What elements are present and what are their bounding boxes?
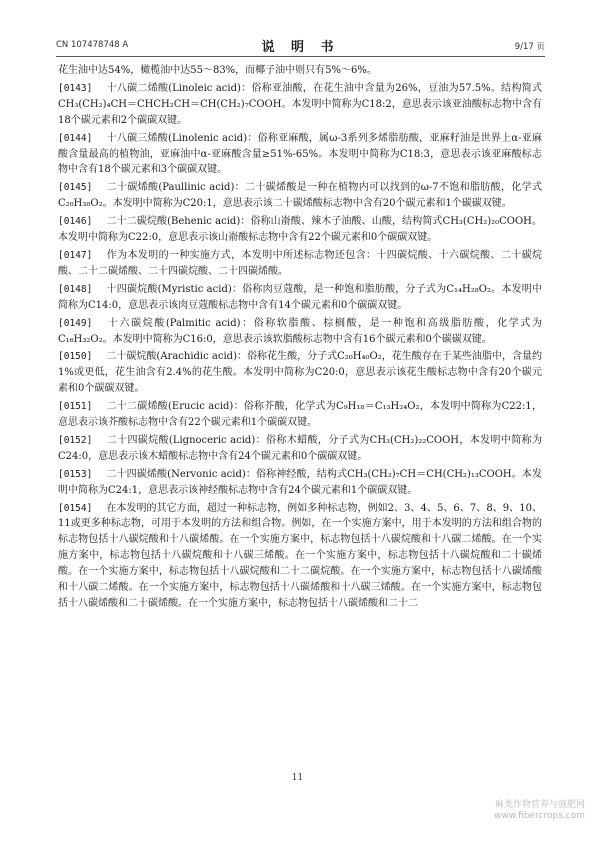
paragraph [58, 131, 542, 179]
paragraph [58, 316, 542, 348]
watermark [494, 800, 585, 822]
paragraph-number: [0143] [58, 82, 93, 94]
paragraph-number: [0149] [58, 317, 93, 329]
paragraph [58, 501, 542, 612]
paragraph-number: [0152] [58, 434, 93, 446]
paragraph [58, 467, 542, 499]
page-number: 11 [291, 773, 304, 783]
paragraph [58, 248, 542, 280]
paragraph-number: [0150] [58, 351, 93, 363]
paragraph-text: 十八碳二烯酸(Linoleic acid)：俗称亚油酸，在花生油中含量为26%，豆油为57.5%。结构简式CH₃(CH₂)₄CH＝CHCH₂CH＝CH(CH₂)₇COOH。本发明中简称为C18:2，意思表示该亚油酸标志物中含有18个碳元素和2个碳碳双键。 [58, 82, 542, 126]
paragraph-number: [0151] [58, 401, 93, 413]
paragraph-number: [0145] [58, 182, 93, 194]
doc-title: 说 明 书 [261, 40, 340, 55]
paragraph [58, 180, 542, 212]
paragraph-text: 在本发明的其它方面，超过一种标志物，例如多种标志物，例如2、3、4、5、6、7、8、9、10、11或更多种标志物，可用于本发明的方法和组合物。例如，在一个实施方案中，用于本发明的方法和组合物的标志物包括十八碳烷酸和十八碳烯酸。在一个实施方案中，标志物包括十八碳烷酸和十八碳二烯酸。在一个实施方案中，标志物包括十八碳烷酸和十八碳三烯酸。在一个实施方案中，标志物包括十八碳烷酸和二十碳烯酸。在一个实施方案中，标志物包括十八碳烷酸和二十二碳烷酸。在一个实施方案中，标志物包括十八碳烯酸和十八碳二烯酸。在一个实施方案中，标志物包括十八碳烯酸和十八碳三烯酸。在一个实施方案中，标志物包括十八碳烯酸和二十碳烯酸。在一个实施方案中，标志物包括十八碳烯酸和二十二 [58, 502, 542, 609]
paragraph-number: [0146] [58, 216, 93, 228]
paragraph [58, 214, 542, 246]
doc-number: CN 107478748 A [56, 40, 129, 50]
watermark-url: www.fibercrops.com [494, 811, 585, 821]
paragraph [58, 81, 542, 129]
paragraph-number: [0153] [58, 468, 93, 480]
paragraph-text: 十六碳烷酸(Palmitic acid)：俗称软脂酸、棕榈酸，是一种饱和高级脂肪酸，化学式为C₁₆H₃₂O₂。本发明中简称为C16:0，意思表示该软脂酸标志物中含有16个碳元素和0个碳碳双键。 [58, 317, 542, 345]
paragraph-text: 二十碳烷酸(Arachidic acid)：俗称花生酸，分子式C₂₀H₄₀O₂，花生酸存在于某些油脂中，含量约1%或更低，花生油含有2.4%的花生酸。本发明中简称为C20:0，意思表示该花生酸标志物中含有20个碳元素和0个碳碳双键。 [58, 351, 542, 395]
paragraph-text: 二十二碳烷酸(Behenic acid)：俗称山嵛酸、辣木子油酸、山酸，结构简式CH₃(CH₂)₂₀COOH。本发明中简称为C22:0，意思表示该山嵛酸标志物中含有22个碳元素和0个碳碳双键。 [58, 216, 542, 244]
paragraph [58, 399, 542, 431]
paragraph [58, 63, 542, 79]
paragraph [58, 282, 542, 314]
paragraph-number: [0148] [58, 283, 93, 295]
paragraph-text: 花生油中达54%，橄榄油中达55～83%，而椰子油中则只有5%～6%。 [58, 65, 377, 76]
paragraph-text: 二十二碳烯酸(Erucic acid)：俗称芥酸，化学式为C₉H₁₈＝C₁₃H₂₄O₂，本发明中简称为C22:1，意思表示该芥酸标志物中含有22个碳元素和1个碳碳双键。 [58, 401, 542, 429]
header-divider [56, 56, 545, 57]
page-header [56, 36, 545, 54]
paragraph-number: [0144] [58, 132, 93, 144]
paragraph [58, 349, 542, 397]
paragraph-text: 二十碳烯酸(Paullinic acid)：二十碳烯酸是一种在植物内可以找到的ω-7不饱和脂肪酸，化学式C₂₀H₃₈O₂。本发明中简称为C20:1，意思表示该二十碳烯酸标志物中含有20个碳元素和1个碳碳双键。 [58, 182, 542, 210]
paragraph-number: [0154] [58, 502, 93, 514]
page-reference: 9/17 页 [514, 42, 545, 52]
paragraph-number: [0147] [58, 249, 93, 261]
paragraph-text: 二十四碳烯酸(Nervonic acid)：俗称神经酸，结构式CH₃(CH₂)₇CH＝CH(CH₂)₁₃COOH。本发明中简称为C24:1，意思表示该神经酸标志物中含有24个碳元素和1个碳碳双键。 [58, 468, 542, 496]
watermark-site-name: 麻类作物营养与施肥网 [494, 800, 585, 810]
paragraph-text: 十四碳烷酸(Myristic acid)：俗称肉豆蔻酸，是一种饱和脂肪酸，分子式为C₁₄H₂₈O₂。本发明中简称为C14:0，意思表示该肉豆蔻酸标志物中含有14个碳元素和0个碳碳双键。 [58, 283, 542, 311]
paragraph-text: 二十四碳烷酸(Lignoceric acid)：俗称木蜡酸，分子式为CH₃(CH₂)₂₂COOH，本发明中简称为C24:0，意思表示该木蜡酸标志物中含有24个碳元素和0个碳碳双键。 [58, 434, 542, 462]
paragraph-text: 作为本发明的一种实施方式，本发明中所述标志物还包含：十四碳烷酸、十六碳烷酸、二十碳烷酸、二十二碳烯酸、二十四碳烷酸、二十四碳烯酸。 [58, 249, 542, 277]
page-footer [0, 773, 595, 783]
paragraph [58, 433, 542, 465]
paragraph-text: 十八碳三烯酸(Linolenic acid)：俗称亚麻酸，属ω-3系列多烯脂肪酸，亚麻籽油是世界上α-亚麻酸含量最高的植物油，亚麻油中α-亚麻酸含量≥51%-65%。本发明中简称为C18:3，意思表示该亚麻酸标志物中含有18个碳元素和3个碳碳双键。 [58, 132, 542, 176]
document-body [58, 63, 542, 614]
